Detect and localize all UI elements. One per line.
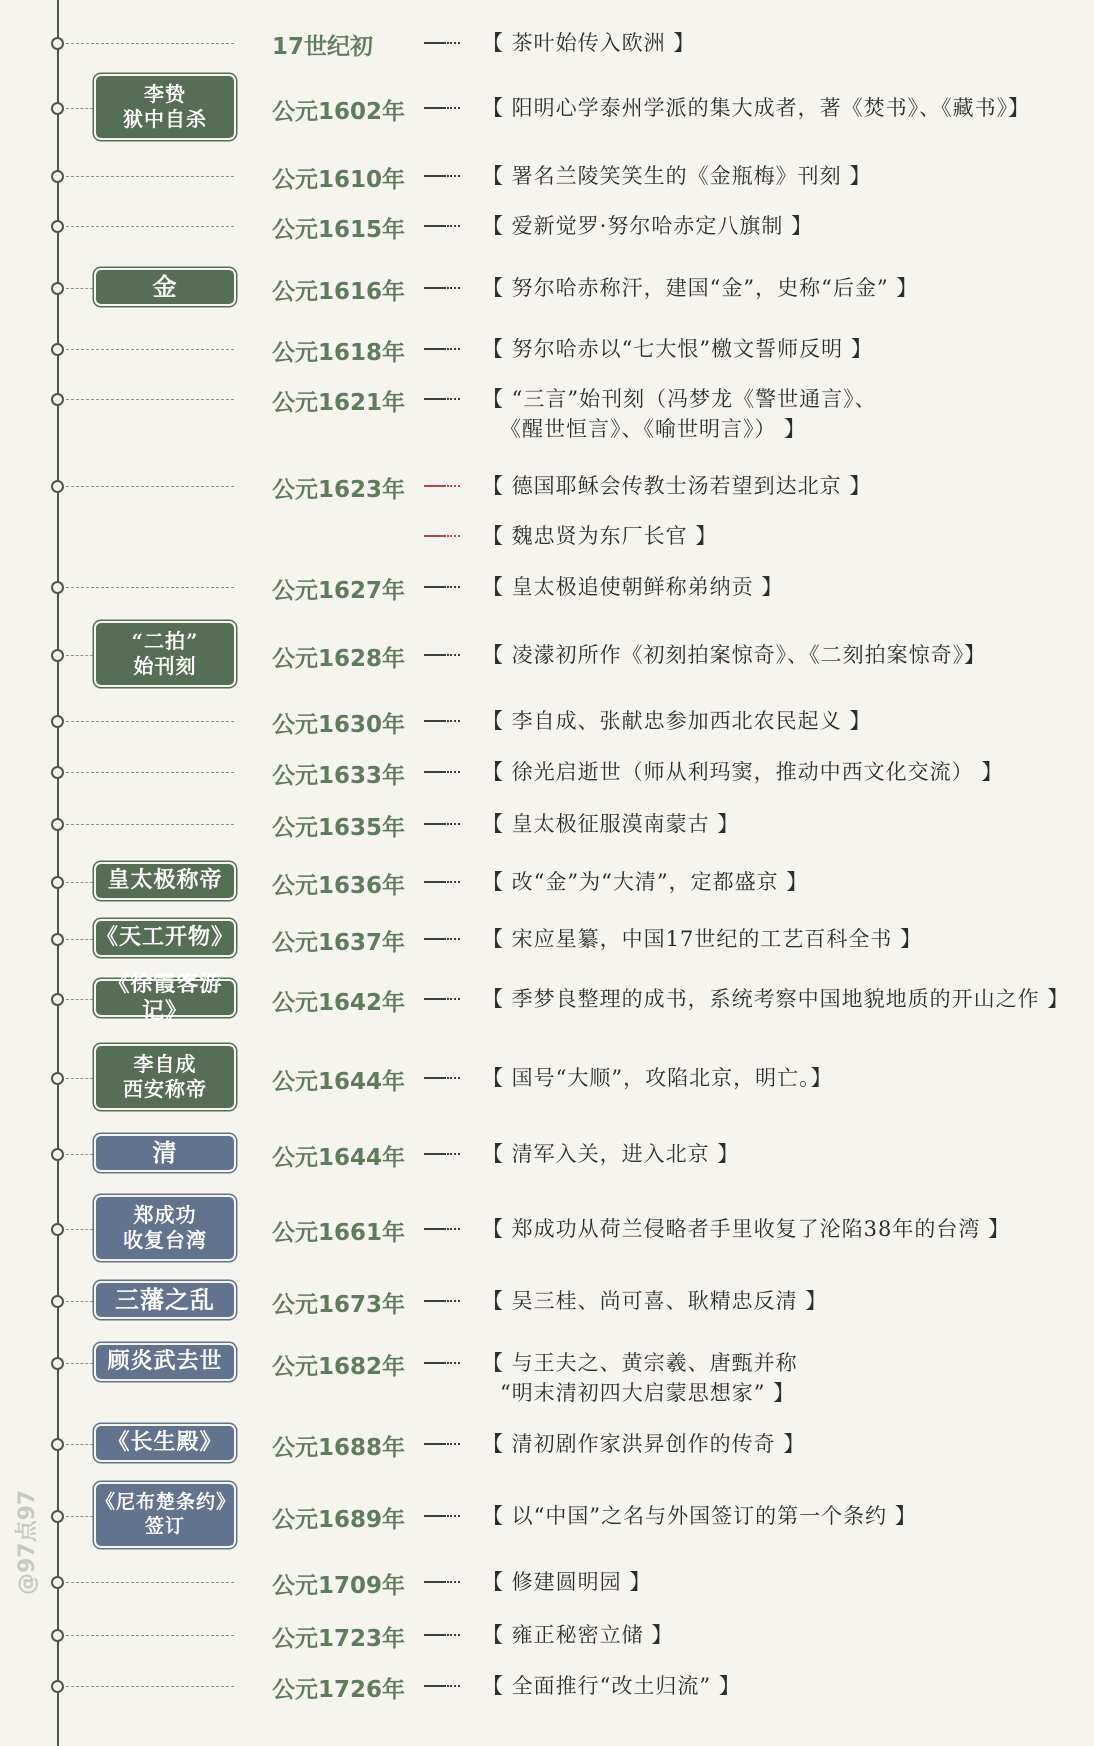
event-description xyxy=(482,1348,798,1408)
event-year: 公元1628年 xyxy=(272,646,406,672)
event-description xyxy=(482,640,986,670)
badge-line: 清 xyxy=(152,1138,178,1167)
badge-line: 李自成 xyxy=(133,1052,197,1076)
dashed-leader xyxy=(66,399,234,400)
dashed-leader xyxy=(66,1363,98,1364)
event-description xyxy=(482,984,1069,1014)
connector-arrow xyxy=(424,881,460,884)
event-description xyxy=(482,924,922,954)
event-description xyxy=(482,1214,1010,1244)
timeline-node xyxy=(51,1223,64,1236)
event-badge xyxy=(96,1426,234,1460)
connector-dots xyxy=(447,485,460,487)
dashed-leader xyxy=(66,486,234,487)
connector-arrow xyxy=(424,1634,460,1637)
event-description xyxy=(482,521,717,551)
connector-dots xyxy=(447,938,460,940)
dashed-leader xyxy=(66,882,98,883)
event-description xyxy=(482,1501,917,1531)
event-year: 公元1616年 xyxy=(272,279,406,305)
event-description xyxy=(482,28,695,58)
event-year: 公元1623年 xyxy=(272,477,406,503)
dashed-leader xyxy=(66,288,98,289)
connector-line xyxy=(424,1077,446,1079)
event-year: 公元1644年 xyxy=(272,1145,406,1171)
timeline-node xyxy=(51,876,64,889)
event-text-line: 【 皇太极征服漠南蒙古 】 xyxy=(482,812,740,836)
event-text-line: 【 署名兰陵笑笑生的《金瓶梅》刊刻 】 xyxy=(482,164,872,188)
event-text-line: 【 清军入关，进入北京 】 xyxy=(482,1142,740,1166)
timeline-node xyxy=(51,282,64,295)
event-year: 公元1726年 xyxy=(272,1677,406,1703)
connector-line xyxy=(424,881,446,883)
connector-dots xyxy=(447,175,460,177)
connector-dots xyxy=(447,1685,460,1687)
connector-dots xyxy=(447,881,460,883)
dashed-leader xyxy=(66,1582,234,1583)
connector-dots xyxy=(447,1077,460,1079)
connector-line xyxy=(424,938,446,940)
event-text-line: 【 徐光启逝世（师从利玛窦，推动中西文化交流） 】 xyxy=(482,760,1004,784)
timeline-node xyxy=(51,715,64,728)
connector-line xyxy=(424,42,446,44)
connector-line xyxy=(424,586,446,588)
event-text-line: 【 郑成功从荷兰侵略者手里收复了沦陷38年的台湾 】 xyxy=(482,1217,1011,1241)
event-text-line: 【 李自成、张献忠参加西北农民起义 】 xyxy=(482,709,872,733)
event-year: 公元1635年 xyxy=(272,815,406,841)
connector-line xyxy=(424,720,446,722)
badge-line: 始刊刻 xyxy=(133,654,197,678)
event-text-line: 【 以“中国”之名与外国签订的第一个条约 】 xyxy=(482,1504,917,1528)
timeline-node xyxy=(51,37,64,50)
event-year: 公元1615年 xyxy=(272,217,406,243)
event-text-line: 【 国号“大顺”，攻陷北京，明亡。】 xyxy=(482,1066,833,1090)
connector-arrow xyxy=(424,348,460,351)
event-text-line: 【 与王夫之、黄宗羲、唐甄并称 xyxy=(482,1351,798,1375)
event-description xyxy=(482,1429,805,1459)
event-badge xyxy=(96,864,234,898)
event-description xyxy=(482,1286,827,1316)
dashed-leader xyxy=(66,999,98,1000)
connector-arrow xyxy=(424,287,460,290)
event-description xyxy=(482,211,813,241)
timeline-node xyxy=(51,343,64,356)
connector-arrow xyxy=(424,1581,460,1584)
timeline-node xyxy=(51,1629,64,1642)
connector-arrow xyxy=(424,938,460,941)
event-text-line: 【 季梦良整理的成书，系统考察中国地貌地质的开山之作 】 xyxy=(482,987,1070,1011)
timeline-node xyxy=(51,480,64,493)
timeline-node xyxy=(51,1510,64,1523)
connector-dots xyxy=(447,720,460,722)
dashed-leader xyxy=(66,1444,98,1445)
connector-dots xyxy=(447,535,460,537)
event-description xyxy=(482,1671,741,1701)
event-description xyxy=(482,1063,833,1093)
event-badge xyxy=(96,623,234,685)
event-description xyxy=(482,1567,651,1597)
event-description xyxy=(482,706,871,736)
connector-arrow xyxy=(424,771,460,774)
event-year: 公元1688年 xyxy=(272,1435,406,1461)
event-text-line: 【 改“金”为“大清”，定都盛京 】 xyxy=(482,870,809,894)
badge-line: 收复台湾 xyxy=(123,1228,207,1252)
connector-line xyxy=(424,1300,446,1302)
event-year: 公元1689年 xyxy=(272,1507,406,1533)
timeline-node xyxy=(51,102,64,115)
event-description xyxy=(482,757,1003,787)
event-badge xyxy=(96,270,234,304)
event-text-line: 【 努尔哈赤称汗，建国“金”，史称“后金” 】 xyxy=(482,276,919,300)
dashed-leader xyxy=(66,655,98,656)
connector-dots xyxy=(447,1300,460,1302)
event-year: 公元1709年 xyxy=(272,1573,406,1599)
connector-dots xyxy=(447,1581,460,1583)
connector-arrow xyxy=(424,535,460,538)
event-description xyxy=(482,1139,739,1169)
connector-dots xyxy=(447,1362,460,1364)
connector-line xyxy=(424,535,446,537)
timeline-node xyxy=(51,1295,64,1308)
connector-line xyxy=(424,771,446,773)
event-description xyxy=(482,334,873,364)
connector-arrow xyxy=(424,398,460,401)
connector-dots xyxy=(447,348,460,350)
dashed-leader xyxy=(66,1635,234,1636)
connector-arrow xyxy=(424,1685,460,1688)
connector-dots xyxy=(447,42,460,44)
timeline-node xyxy=(51,581,64,594)
badge-line: “二拍” xyxy=(131,629,199,653)
event-description xyxy=(482,471,871,501)
event-text-line: 【 努尔哈赤以“七大恨”檄文誓师反明 】 xyxy=(482,337,873,361)
event-year: 公元1673年 xyxy=(272,1292,406,1318)
connector-dots xyxy=(447,771,460,773)
event-description xyxy=(482,384,877,444)
dashed-leader xyxy=(66,226,234,227)
dashed-leader xyxy=(66,824,234,825)
event-badge xyxy=(96,970,234,1024)
event-description xyxy=(482,93,1030,123)
dashed-leader xyxy=(66,721,234,722)
connector-arrow xyxy=(424,1362,460,1365)
dashed-leader xyxy=(66,1686,234,1687)
event-badge xyxy=(96,1484,237,1546)
event-description xyxy=(482,1620,673,1650)
connector-arrow xyxy=(424,1077,460,1080)
connector-line xyxy=(424,1634,446,1636)
dashed-leader xyxy=(66,349,234,350)
event-text-line: “明末清初四大启蒙思想家” 】 xyxy=(500,1381,796,1405)
connector-line xyxy=(424,1515,446,1517)
connector-arrow xyxy=(424,485,460,488)
connector-arrow xyxy=(424,175,460,178)
connector-line xyxy=(424,225,446,227)
event-text-line: 【 德国耶稣会传教士汤若望到达北京 】 xyxy=(482,474,872,498)
timeline-node xyxy=(51,1148,64,1161)
badge-line: 西安称帝 xyxy=(123,1077,207,1101)
dashed-leader xyxy=(66,939,98,940)
event-text-line: 【 皇太极追使朝鲜称弟纳贡 】 xyxy=(482,575,784,599)
connector-dots xyxy=(447,1228,460,1230)
connector-dots xyxy=(447,1153,460,1155)
event-year: 公元1618年 xyxy=(272,340,406,366)
badge-line: 《天工开物》 xyxy=(96,924,235,951)
connector-arrow xyxy=(424,586,460,589)
connector-arrow xyxy=(424,107,460,110)
event-text-line: 【 修建圆明园 】 xyxy=(482,1570,652,1594)
badge-line: 金 xyxy=(152,272,178,301)
event-year: 公元1637年 xyxy=(272,930,406,956)
connector-dots xyxy=(447,823,460,825)
dashed-leader xyxy=(66,176,234,177)
event-text-line: 【 “三言”始刊刻（冯梦龙《警世通言》、 xyxy=(482,387,877,411)
timeline-node xyxy=(51,766,64,779)
event-description xyxy=(482,161,871,191)
badge-line: 签订 xyxy=(144,1515,185,1537)
event-badge xyxy=(96,1197,234,1259)
connector-arrow xyxy=(424,1515,460,1518)
badge-line: 三藩之乱 xyxy=(115,1285,215,1314)
connector-dots xyxy=(447,998,460,1000)
event-year: 公元1644年 xyxy=(272,1069,406,1095)
event-year: 公元1602年 xyxy=(272,99,406,125)
connector-arrow xyxy=(424,823,460,826)
event-year: 公元1630年 xyxy=(272,712,406,738)
timeline-node xyxy=(51,1680,64,1693)
event-year: 公元1682年 xyxy=(272,1354,406,1380)
dashed-leader xyxy=(66,108,98,109)
connector-dots xyxy=(447,654,460,656)
connector-dots xyxy=(447,1634,460,1636)
connector-arrow xyxy=(424,1300,460,1303)
event-year: 公元1621年 xyxy=(272,390,406,416)
dashed-leader xyxy=(66,587,234,588)
badge-line: 《徐霞客游记》 xyxy=(107,970,223,1024)
connector-arrow xyxy=(424,654,460,657)
timeline-node xyxy=(51,393,64,406)
timeline-node xyxy=(51,220,64,233)
event-text-line: 《醒世恒言》、《喻世明言》） 】 xyxy=(500,417,807,441)
event-year: 公元1636年 xyxy=(272,873,406,899)
event-text-line: 【 茶叶始传入欧洲 】 xyxy=(482,31,696,55)
event-text-line: 【 吴三桂、尚可喜、耿精忠反清 】 xyxy=(482,1289,828,1313)
connector-arrow xyxy=(424,42,460,45)
connector-line xyxy=(424,287,446,289)
connector-dots xyxy=(447,107,460,109)
dashed-leader xyxy=(66,1078,98,1079)
event-year: 公元1633年 xyxy=(272,763,406,789)
event-year: 公元1642年 xyxy=(272,990,406,1016)
timeline-node xyxy=(51,1357,64,1370)
dashed-leader xyxy=(66,1516,98,1517)
event-text-line: 【 凌濛初所作《初刻拍案惊奇》、《二刻拍案惊奇》】 xyxy=(482,643,987,667)
event-text-line: 【 阳明心学泰州学派的集大成者，著《焚书》、《藏书》】 xyxy=(482,96,1031,120)
timeline-axis xyxy=(57,0,59,1746)
timeline-node xyxy=(51,1438,64,1451)
timeline-node xyxy=(51,1576,64,1589)
event-year: 公元1723年 xyxy=(272,1626,406,1652)
connector-line xyxy=(424,1153,446,1155)
event-description xyxy=(482,809,739,839)
connector-line xyxy=(424,175,446,177)
connector-line xyxy=(424,1581,446,1583)
connector-line xyxy=(424,107,446,109)
event-text-line: 【 魏忠贤为东厂长官 】 xyxy=(482,524,718,548)
connector-line xyxy=(424,1685,446,1687)
connector-arrow xyxy=(424,1443,460,1446)
timeline-node xyxy=(51,649,64,662)
connector-line xyxy=(424,1228,446,1230)
dashed-leader xyxy=(66,1229,98,1230)
event-text-line: 【 爱新觉罗·努尔哈赤定八旗制 】 xyxy=(482,214,814,238)
connector-dots xyxy=(447,586,460,588)
event-year: 公元1627年 xyxy=(272,578,406,604)
badge-line: 郑成功 xyxy=(133,1203,197,1227)
connector-line xyxy=(424,398,446,400)
connector-arrow xyxy=(424,225,460,228)
event-badge xyxy=(96,921,234,955)
event-year: 17世纪初 xyxy=(272,34,374,60)
connector-dots xyxy=(447,1515,460,1517)
badge-line: 李贽 xyxy=(144,82,186,106)
dashed-leader xyxy=(66,772,234,773)
event-badge xyxy=(96,1345,234,1379)
connector-line xyxy=(424,998,446,1000)
timeline-node xyxy=(51,1072,64,1085)
event-description xyxy=(482,273,918,303)
event-year: 公元1610年 xyxy=(272,167,406,193)
event-badge xyxy=(96,1283,234,1317)
event-description xyxy=(482,572,783,602)
timeline-node xyxy=(51,818,64,831)
event-badge xyxy=(96,1046,234,1108)
badge-line: 狱中自杀 xyxy=(123,107,207,131)
connector-dots xyxy=(447,398,460,400)
connector-line xyxy=(424,1362,446,1364)
connector-arrow xyxy=(424,720,460,723)
timeline-node xyxy=(51,993,64,1006)
badge-line: 《尼布楚条约》 xyxy=(96,1491,237,1514)
connector-arrow xyxy=(424,1153,460,1156)
timeline-node xyxy=(51,933,64,946)
dashed-leader xyxy=(66,1154,98,1155)
dashed-leader xyxy=(66,43,234,44)
dashed-leader xyxy=(66,1301,98,1302)
event-text-line: 【 清初剧作家洪昇创作的传奇 】 xyxy=(482,1432,806,1456)
connector-line xyxy=(424,348,446,350)
timeline-node xyxy=(51,170,64,183)
connector-arrow xyxy=(424,998,460,1001)
event-description xyxy=(482,867,808,897)
connector-line xyxy=(424,654,446,656)
badge-line: 《长生殿》 xyxy=(107,1429,223,1456)
connector-dots xyxy=(447,225,460,227)
event-year: 公元1661年 xyxy=(272,1220,406,1246)
event-text-line: 【 雍正秘密立储 】 xyxy=(482,1623,674,1647)
event-text-line: 【 宋应星纂，中国17世纪的工艺百科全书 】 xyxy=(482,927,923,951)
connector-line xyxy=(424,823,446,825)
badge-line: 顾炎武去世 xyxy=(107,1348,223,1375)
connector-arrow xyxy=(424,1228,460,1231)
event-badge xyxy=(96,76,234,138)
watermark: @97点97 xyxy=(15,1489,40,1595)
connector-dots xyxy=(447,1443,460,1445)
event-badge xyxy=(96,1136,234,1170)
badge-line: 皇太极称帝 xyxy=(107,867,223,894)
connector-line xyxy=(424,1443,446,1445)
connector-dots xyxy=(447,287,460,289)
event-text-line: 【 全面推行“改土归流” 】 xyxy=(482,1674,741,1698)
connector-line xyxy=(424,485,446,487)
